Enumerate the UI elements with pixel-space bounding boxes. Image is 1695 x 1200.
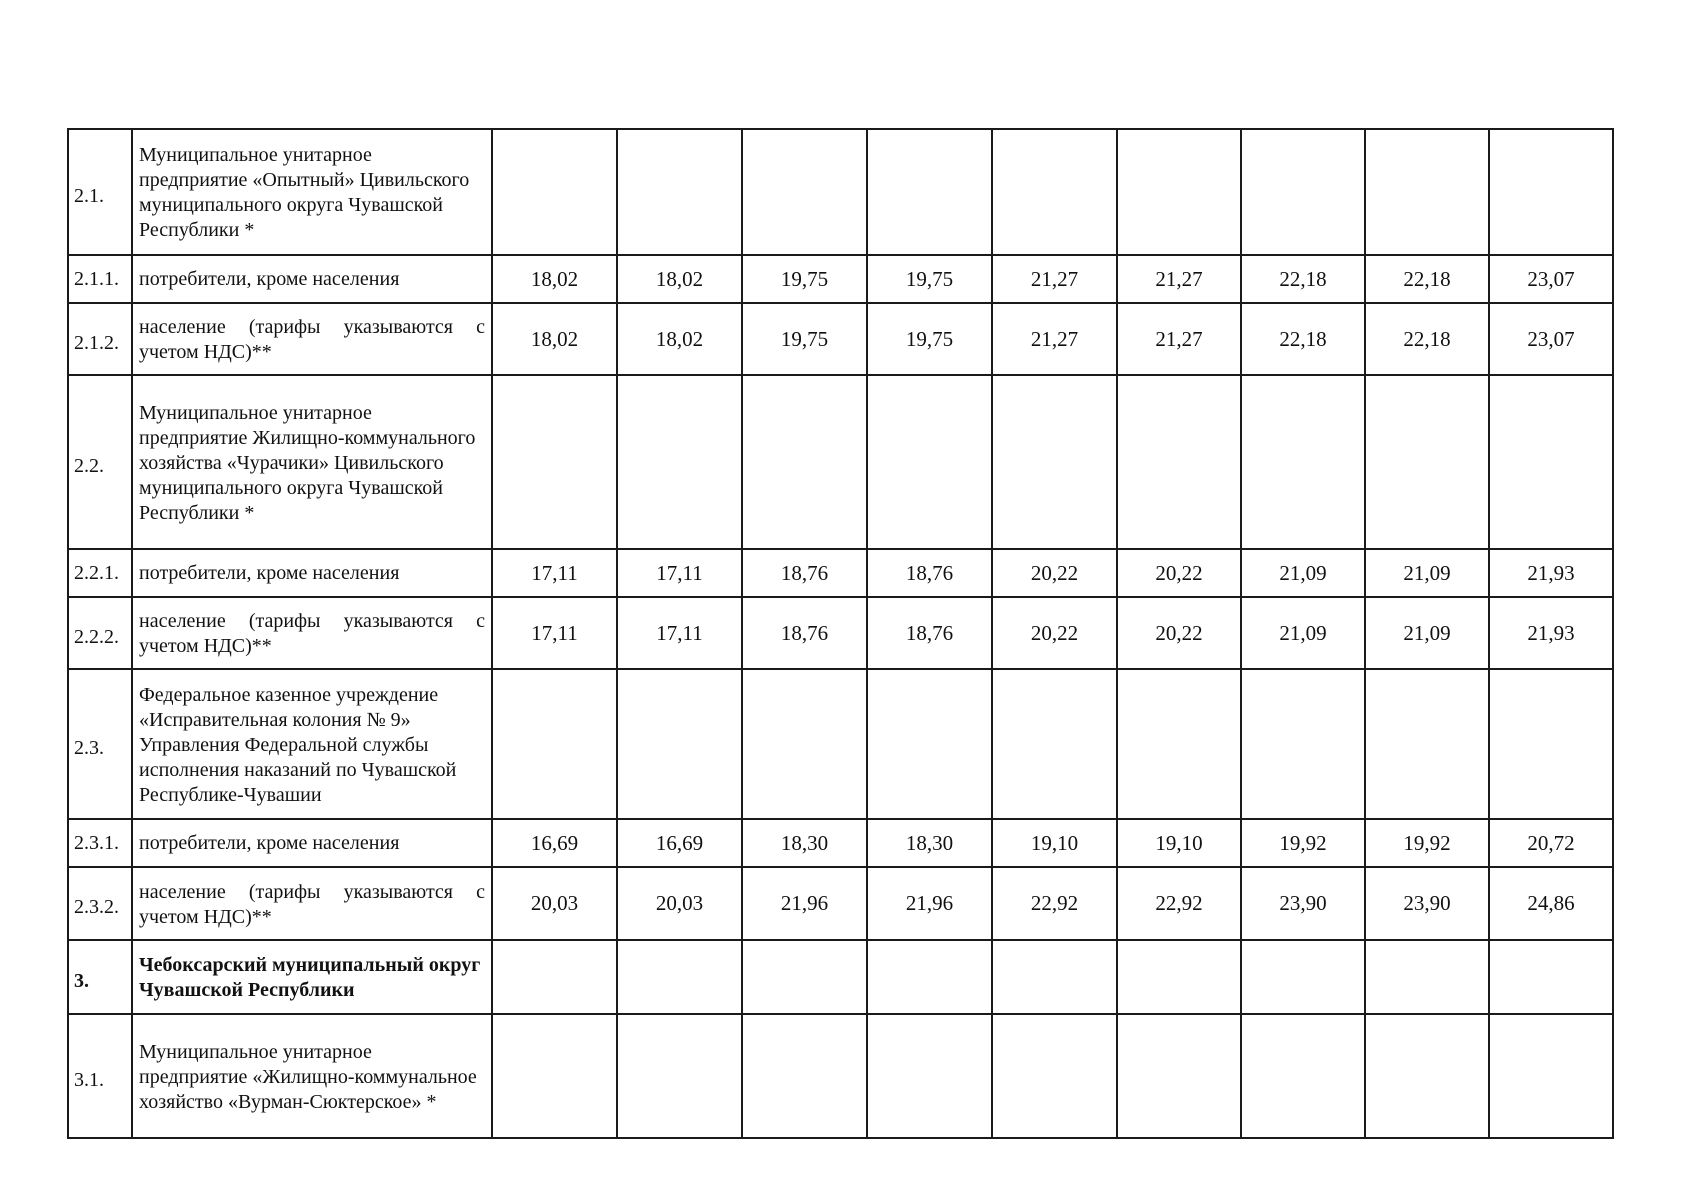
table-row [68, 867, 1613, 940]
value-cell [1117, 1014, 1241, 1138]
value-cell: 21,27 [992, 255, 1117, 303]
row-number: 3.1. [68, 1014, 132, 1138]
value-cell: 17,11 [492, 549, 617, 597]
row-name: население (тарифы указываются с учетом НДС)** [132, 303, 492, 375]
row-name: потребители, кроме населения [132, 819, 492, 867]
row-name: Муниципальное унитарное предприятие «Жилищно-коммунальное хозяйство «Вурман-Сюктерское» * [132, 1014, 492, 1138]
value-cell: 23,90 [1365, 867, 1489, 940]
value-cell [1117, 669, 1241, 819]
value-cell [1489, 1014, 1613, 1138]
row-number: 3. [68, 940, 132, 1014]
value-cell [1489, 129, 1613, 255]
value-cell: 20,72 [1489, 819, 1613, 867]
value-cell [617, 940, 742, 1014]
value-cell [617, 375, 742, 549]
value-cell: 21,27 [1117, 255, 1241, 303]
value-cell: 16,69 [492, 819, 617, 867]
value-cell: 18,02 [617, 303, 742, 375]
value-cell: 18,76 [867, 549, 992, 597]
row-number: 2.2. [68, 375, 132, 549]
row-name: Федеральное казенное учреждение «Исправительная колония № 9» Управления Федеральной службы исполнения наказаний по Чувашской Республике-Чувашии [132, 669, 492, 819]
value-cell: 23,90 [1241, 867, 1365, 940]
value-cell: 20,22 [1117, 597, 1241, 669]
row-name: потребители, кроме населения [132, 255, 492, 303]
value-cell: 17,11 [617, 597, 742, 669]
value-cell [492, 1014, 617, 1138]
table-row [68, 597, 1613, 669]
value-cell [1489, 375, 1613, 549]
value-cell: 18,30 [867, 819, 992, 867]
table-row [68, 255, 1613, 303]
row-number: 2.3. [68, 669, 132, 819]
value-cell: 21,96 [867, 867, 992, 940]
value-cell: 21,27 [992, 303, 1117, 375]
value-cell: 20,22 [992, 549, 1117, 597]
value-cell: 19,75 [867, 303, 992, 375]
value-cell [1365, 669, 1489, 819]
value-cell [1241, 375, 1365, 549]
value-cell [992, 940, 1117, 1014]
value-cell [867, 1014, 992, 1138]
row-number: 2.2.1. [68, 549, 132, 597]
value-cell [992, 669, 1117, 819]
value-cell: 22,18 [1241, 303, 1365, 375]
value-cell [992, 129, 1117, 255]
value-cell [1241, 669, 1365, 819]
row-name: Муниципальное унитарное предприятие Жилищно-коммунального хозяйства «Чурачики» Цивильского муниципального округа Чувашской Республики * [132, 375, 492, 549]
row-name: Муниципальное унитарное предприятие «Опытный» Цивильского муниципального округа Чувашской Республики * [132, 129, 492, 255]
row-number: 2.1.2. [68, 303, 132, 375]
value-cell: 20,03 [617, 867, 742, 940]
value-cell [1489, 940, 1613, 1014]
row-name: население (тарифы указываются с учетом НДС)** [132, 597, 492, 669]
value-cell: 17,11 [617, 549, 742, 597]
value-cell [1117, 375, 1241, 549]
value-cell [742, 940, 867, 1014]
value-cell: 20,22 [1117, 549, 1241, 597]
row-name: Чебоксарский муниципальный округ Чувашской Республики [132, 940, 492, 1014]
value-cell [617, 669, 742, 819]
table-row [68, 549, 1613, 597]
value-cell [867, 669, 992, 819]
value-cell [742, 669, 867, 819]
value-cell [617, 129, 742, 255]
value-cell: 21,27 [1117, 303, 1241, 375]
value-cell: 21,09 [1365, 549, 1489, 597]
value-cell [742, 1014, 867, 1138]
row-name: потребители, кроме населения [132, 549, 492, 597]
value-cell: 17,11 [492, 597, 617, 669]
value-cell: 16,69 [617, 819, 742, 867]
value-cell [867, 129, 992, 255]
value-cell [1117, 129, 1241, 255]
value-cell [867, 940, 992, 1014]
value-cell: 19,10 [992, 819, 1117, 867]
value-cell: 21,09 [1241, 549, 1365, 597]
value-cell: 23,07 [1489, 255, 1613, 303]
value-cell: 20,22 [992, 597, 1117, 669]
table-row [68, 669, 1613, 819]
value-cell: 18,02 [617, 255, 742, 303]
row-number: 2.3.2. [68, 867, 132, 940]
value-cell: 18,30 [742, 819, 867, 867]
value-cell: 21,93 [1489, 597, 1613, 669]
value-cell [1241, 1014, 1365, 1138]
value-cell: 22,18 [1241, 255, 1365, 303]
value-cell [492, 129, 617, 255]
value-cell [492, 669, 617, 819]
value-cell [1365, 129, 1489, 255]
value-cell: 22,92 [992, 867, 1117, 940]
value-cell: 21,09 [1241, 597, 1365, 669]
value-cell [1241, 129, 1365, 255]
value-cell [992, 375, 1117, 549]
row-number: 2.1. [68, 129, 132, 255]
value-cell: 18,76 [742, 597, 867, 669]
value-cell: 19,92 [1365, 819, 1489, 867]
table-row [68, 303, 1613, 375]
value-cell: 22,18 [1365, 255, 1489, 303]
value-cell: 21,93 [1489, 549, 1613, 597]
table-row [68, 1014, 1613, 1138]
value-cell: 19,92 [1241, 819, 1365, 867]
value-cell [492, 375, 617, 549]
value-cell: 18,76 [867, 597, 992, 669]
value-cell [742, 129, 867, 255]
table-row [68, 819, 1613, 867]
value-cell: 19,75 [742, 303, 867, 375]
value-cell [867, 375, 992, 549]
value-cell: 19,75 [742, 255, 867, 303]
value-cell [1489, 669, 1613, 819]
value-cell: 18,02 [492, 303, 617, 375]
value-cell [1365, 375, 1489, 549]
value-cell [992, 1014, 1117, 1138]
value-cell: 18,76 [742, 549, 867, 597]
value-cell [742, 375, 867, 549]
row-number: 2.3.1. [68, 819, 132, 867]
value-cell: 22,18 [1365, 303, 1489, 375]
value-cell: 18,02 [492, 255, 617, 303]
row-number: 2.1.1. [68, 255, 132, 303]
value-cell [1365, 1014, 1489, 1138]
table-row [68, 375, 1613, 549]
value-cell [1365, 940, 1489, 1014]
value-cell: 21,96 [742, 867, 867, 940]
table-row [68, 129, 1613, 255]
row-name: население (тарифы указываются с учетом НДС)** [132, 867, 492, 940]
tariff-table [67, 128, 1614, 1139]
row-number: 2.2.2. [68, 597, 132, 669]
table-row [68, 940, 1613, 1014]
value-cell [617, 1014, 742, 1138]
value-cell: 19,10 [1117, 819, 1241, 867]
value-cell [492, 940, 617, 1014]
value-cell: 21,09 [1365, 597, 1489, 669]
value-cell [1241, 940, 1365, 1014]
value-cell: 24,86 [1489, 867, 1613, 940]
value-cell [1117, 940, 1241, 1014]
value-cell: 19,75 [867, 255, 992, 303]
value-cell: 23,07 [1489, 303, 1613, 375]
value-cell: 22,92 [1117, 867, 1241, 940]
value-cell: 20,03 [492, 867, 617, 940]
